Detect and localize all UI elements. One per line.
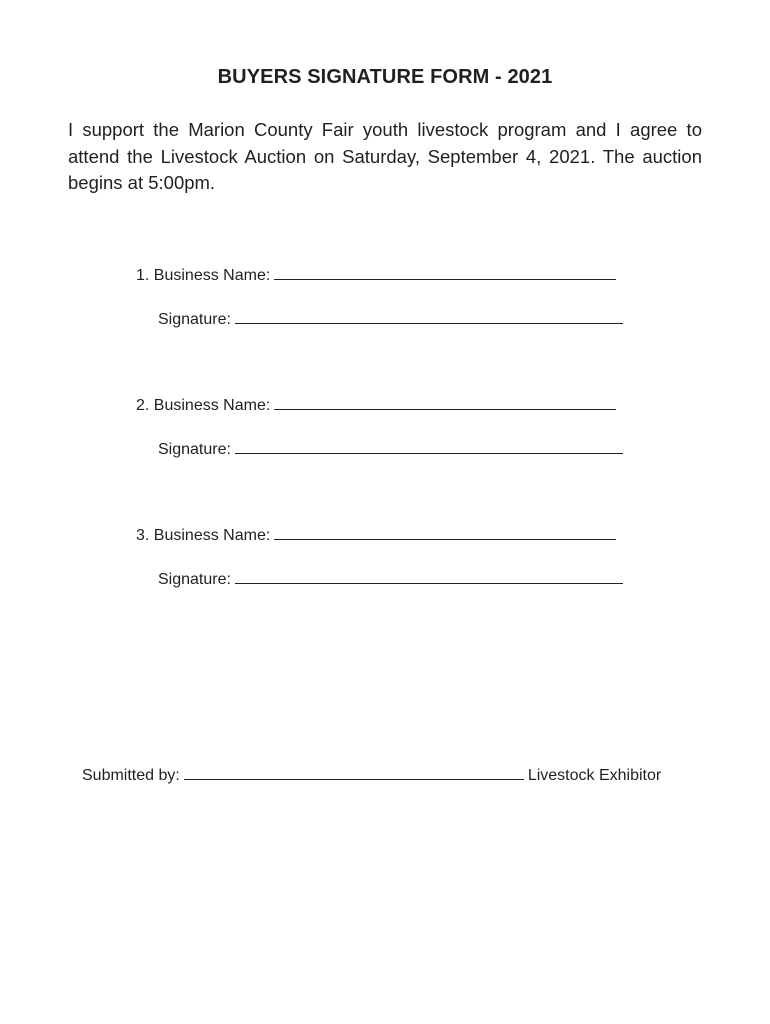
form-title: BUYERS SIGNATURE FORM - 2021 <box>217 66 553 88</box>
business-name-line-1 <box>136 267 620 285</box>
signature-label: Signature: <box>158 311 231 328</box>
signature-label: Signature: <box>158 441 231 458</box>
submitted-by-field[interactable] <box>184 778 524 780</box>
business-name-label: Business Name: <box>153 397 271 414</box>
signature-field[interactable] <box>235 582 623 584</box>
entry-number: 1. <box>136 267 150 284</box>
entry-number: 2. <box>136 397 150 414</box>
signature-field[interactable] <box>235 322 623 324</box>
intro-paragraph: I support the Marion County Fair youth livestock program and I agree to attend the Livestock Auction on Saturday, September 4, 2021. The auction begins at 5:00pm. <box>68 119 702 193</box>
business-name-line-2 <box>136 397 620 415</box>
submitted-by-label: Submitted by: <box>82 767 180 784</box>
submitted-by-line <box>82 767 661 785</box>
signature-line-1 <box>158 311 627 329</box>
signature-line-3 <box>158 571 627 589</box>
business-name-line-3 <box>136 527 620 545</box>
submitted-role-label: Livestock Exhibitor <box>527 767 662 784</box>
signature-label: Signature: <box>158 571 231 588</box>
business-name-label: Business Name: <box>153 527 271 544</box>
signature-field[interactable] <box>235 452 623 454</box>
business-name-field[interactable] <box>274 278 616 280</box>
business-name-label: Business Name: <box>153 267 271 284</box>
business-name-field[interactable] <box>274 538 616 540</box>
business-name-field[interactable] <box>274 408 616 410</box>
signature-line-2 <box>158 441 627 459</box>
entry-number: 3. <box>136 527 150 544</box>
